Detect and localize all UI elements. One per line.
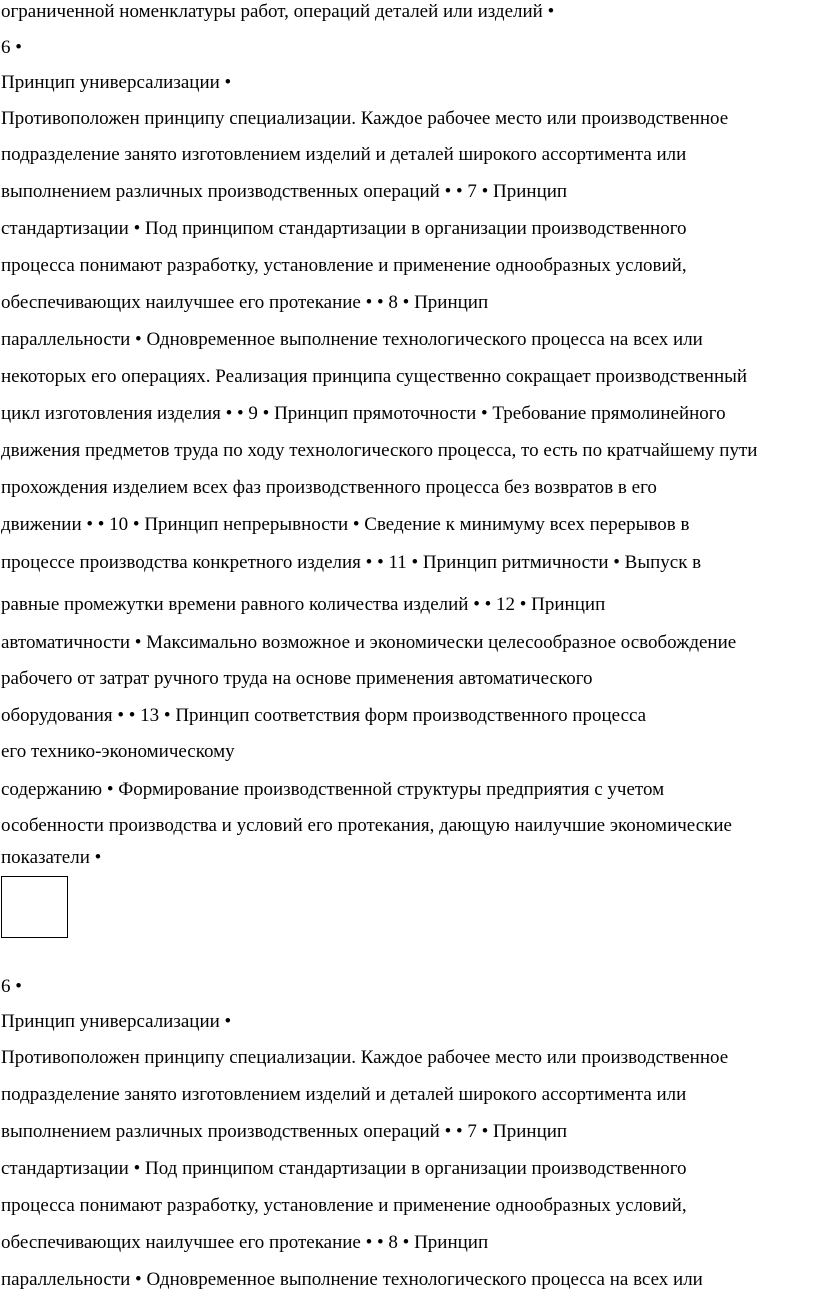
text-line: ограниченной номенклатуры работ, операций деталей или изделий • (1, 1, 555, 22)
text-line: особенности производства и условий его протекания, дающую наилучшие экономические (1, 815, 732, 836)
text-line: движении • • 10 • Принцип непрерывности • Сведение к минимуму всех перерывов в (1, 514, 690, 535)
text-line: некоторых его операциях. Реализация принципа существенно сокращает производственный (1, 366, 748, 387)
text-line: параллельности • Одновременное выполнение технологического процесса на всех или (1, 329, 703, 350)
text-line: содержанию • Формирование производственной структуры предприятия с учетом (1, 779, 665, 800)
text-line: равные промежутки времени равного количества изделий • • 12 • Принцип (1, 594, 606, 615)
text-line: автоматичности • Максимально возможное и экономически целесообразное освобождение (1, 632, 737, 653)
text-line: обеспечивающих наилучшее его протекание • • 8 • Принцип (1, 1232, 489, 1253)
text-line: Принцип универсализации • (1, 1011, 232, 1032)
text-line: прохождения изделием всех фаз производственного процесса без возвратов в его (1, 477, 657, 498)
text-line: 6 • (1, 976, 22, 997)
text-line: стандартизации • Под принципом стандартизации в организации производственного (1, 1158, 687, 1179)
text-line: выполнением различных производственных операций • • 7 • Принцип (1, 1121, 568, 1142)
text-line: стандартизации • Под принципом стандартизации в организации производственного (1, 218, 687, 239)
text-line: оборудования • • 13 • Принцип соответствия форм производственного процесса (1, 705, 647, 726)
text-line: показатели • (1, 847, 102, 868)
text-line: процесса понимают разработку, установление и применение однообразных условий, (1, 1195, 687, 1216)
text-line: обеспечивающих наилучшее его протекание • • 8 • Принцип (1, 292, 489, 313)
text-line: движения предметов труда по ходу технологического процесса, то есть по кратчайшему пути (1, 440, 758, 461)
image-placeholder (1, 876, 68, 938)
text-line: процессе производства конкретного изделия • • 11 • Принцип ритмичности • Выпуск в (1, 552, 702, 573)
text-line: 6 • (1, 37, 22, 58)
text-line: Принцип универсализации • (1, 72, 232, 93)
text-line: подразделение занято изготовлением изделий и деталей широкого ассортимента или (1, 144, 687, 165)
text-line: подразделение занято изготовлением изделий и деталей широкого ассортимента или (1, 1084, 687, 1105)
text-line: его технико-экономическому (1, 741, 235, 762)
text-line: цикл изготовления изделия • • 9 • Принцип прямоточности • Требование прямолинейного (1, 403, 726, 424)
text-line: процесса понимают разработку, установление и применение однообразных условий, (1, 255, 687, 276)
text-line: Противоположен принципу специализации. Каждое рабочее место или производственное (1, 1047, 729, 1068)
text-line: Противоположен принципу специализации. Каждое рабочее место или производственное (1, 108, 729, 129)
text-line: выполнением различных производственных операций • • 7 • Принцип (1, 181, 568, 202)
text-line: параллельности • Одновременное выполнение технологического процесса на всех или (1, 1269, 703, 1290)
text-line: рабочего от затрат ручного труда на основе применения автоматического (1, 668, 593, 689)
